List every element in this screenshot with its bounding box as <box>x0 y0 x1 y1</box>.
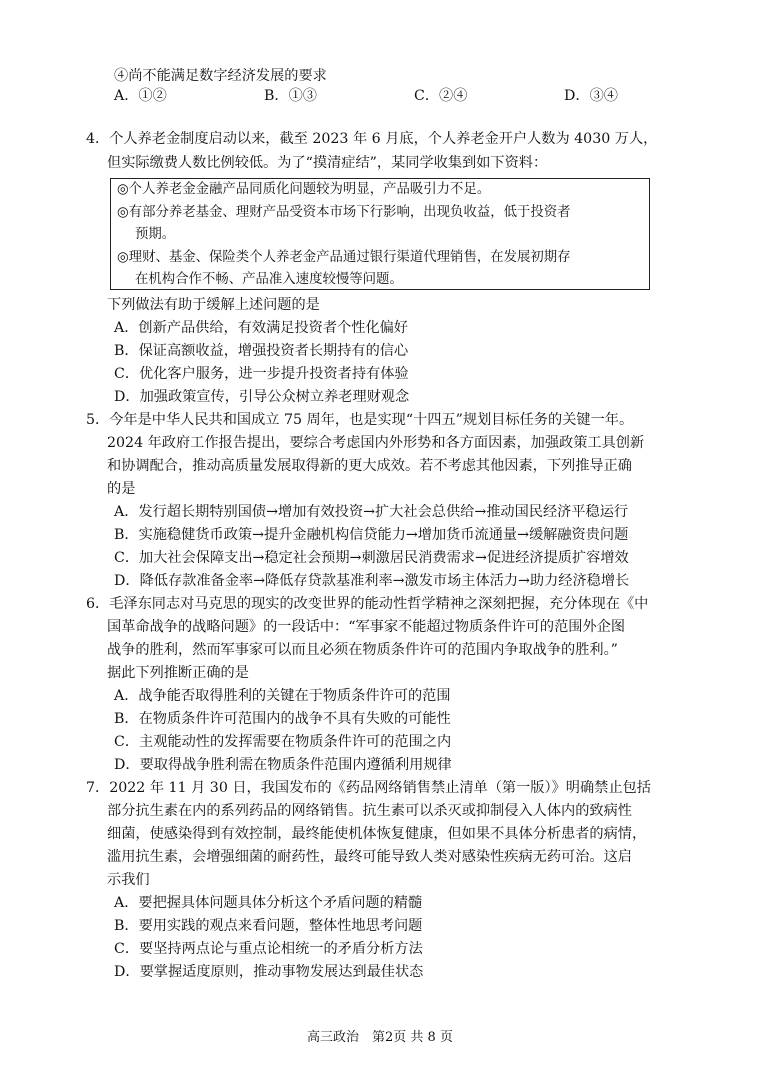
q4-stem-line: 4．个人养老金制度启动以来，截至 2023 年 6 月底，个人养老金开户人数为 4030 万人， <box>86 131 658 147</box>
q7-option-c: C．要坚持两点论与重点论相统一的矛盾分析方法 <box>114 941 423 957</box>
q5-option-d: D．降低存款准备金率→降低存贷款基准利率→激发市场主体活力→助力经济稳增长 <box>114 573 630 589</box>
q4-material-line: ◎个人养老金金融产品同质化问题较为明显，产品吸引力不足。 <box>117 182 491 197</box>
q7-option-d: D．要掌握适度原则，推动事物发展达到最佳状态 <box>114 964 424 980</box>
q4-option-a: A．创新产品供给，有效满足投资者个性化偏好 <box>114 320 408 336</box>
q5-stem-line: 的是 <box>107 481 136 497</box>
q3-option-a: A．①② <box>114 88 167 104</box>
q6-stem-line: 6．毛泽东同志对马克思的现实的改变世界的能动性哲学精神之深刻把握，充分体现在《中 <box>86 596 649 612</box>
q6-option-c: C．主观能动性的发挥需要在物质条件许可的范围之内 <box>114 734 452 750</box>
q4-material-line: ◎有部分养老基金、理财产品受资本市场下行影响，出现负收益，低于投资者 <box>117 205 571 220</box>
q6-option-a: A．战争能否取得胜利的关键在于物质条件许可的范围 <box>114 688 451 704</box>
q6-stem-line: 战争的胜利，然而军事家可以而且必须在物质条件许可的范围内争取战争的胜利。” <box>107 642 618 658</box>
q3-option-c: C．②④ <box>414 88 468 104</box>
q3-option-b: B．①③ <box>264 88 317 104</box>
q3-option-d: D．③④ <box>564 88 618 104</box>
q3-item4: ④尚不能满足数字经济发展的要求 <box>114 68 327 84</box>
q6-option-d: D．要取得战争胜利需在物质条件范围内遵循利用规律 <box>114 757 452 773</box>
q6-stem-line: 据此下列推断正确的是 <box>107 665 249 681</box>
q5-stem-line: 2024 年政府工作报告提出，要综合考虑国内外形势和各方面因素，加强政策工具创新 <box>107 435 645 451</box>
q5-option-b: B．实施稳健货币政策→提升金融机构信贷能力→增加货币流通量→缓解融资贵问题 <box>114 527 629 543</box>
q7-option-b: B．要用实践的观点来看问题，整体性地思考问题 <box>114 918 423 934</box>
q7-stem-line: 部分抗生素在内的系列药品的网络销售。抗生素可以杀灭或抑制侵入人体内的致病性 <box>107 803 632 819</box>
q7-stem-line: 示我们 <box>107 872 150 888</box>
q7-stem-line: 7．2022 年 11 月 30 日，我国发布的《药品网络销售禁止清单（第一版）》明确禁止包括 <box>86 780 651 796</box>
q4-option-b: B．保证高额收益，增强投资者长期持有的信心 <box>114 343 409 359</box>
q4-stem-line: 但实际缴费人数比例较低。为了“摸清症结”，某同学收集到如下资料： <box>107 155 548 171</box>
q4-option-c: C．优化客户服务，进一步提升投资者持有体验 <box>114 366 409 382</box>
q4-option-d: D．加强政策宣传，引导公众树立养老理财观念 <box>114 389 410 405</box>
q6-stem-line: 国革命战争的战略问题》的一段话中：“军事家不能超过物质条件许可的范围外企图 <box>107 619 626 635</box>
q7-stem-line: 细菌，使感染得到有效控制，最终能使机体恢复健康，但如果不具体分析患者的病情， <box>107 826 647 842</box>
q5-stem-line: 5．今年是中华人民共和国成立 75 周年，也是实现“十四五”规划目标任务的关键一年。 <box>86 412 634 428</box>
q4-material-line: 预期。 <box>135 227 176 242</box>
q6-option-b: B．在物质条件许可范围内的战争不具有失败的可能性 <box>114 711 451 727</box>
q7-option-a: A．要把握具体问题具体分析这个矛盾问题的精髓 <box>114 895 423 911</box>
q4-material-box <box>110 178 650 290</box>
q4-material-line: ◎理财、基金、保险类个人养老金产品通过银行渠道代理销售，在发展初期存 <box>117 250 571 265</box>
q5-option-c: C．加大社会保障支出→稳定社会预期→刺激居民消费需求→促进经济提质扩容增效 <box>114 550 629 566</box>
q5-option-a: A．发行超长期特别国债→增加有效投资→扩大社会总供给→推动国民经济平稳运行 <box>114 504 629 520</box>
page-footer: 高三政治 第2页 共 8 页 <box>307 1030 453 1045</box>
q3-options <box>114 88 674 108</box>
q7-stem-line: 滥用抗生素，会增强细菌的耐药性，最终可能导致人类对感染性疾病无药可治。这启 <box>107 849 632 865</box>
q4-question: 下列做法有助于缓解上述问题的是 <box>107 297 320 313</box>
q4-material-line: 在机构合作不畅、产品准入速度较慢等问题。 <box>135 272 403 287</box>
q5-stem-line: 和协调配合，推动高质量发展取得新的更大成效。若不考虑其他因素，下列推导正确 <box>107 458 632 474</box>
